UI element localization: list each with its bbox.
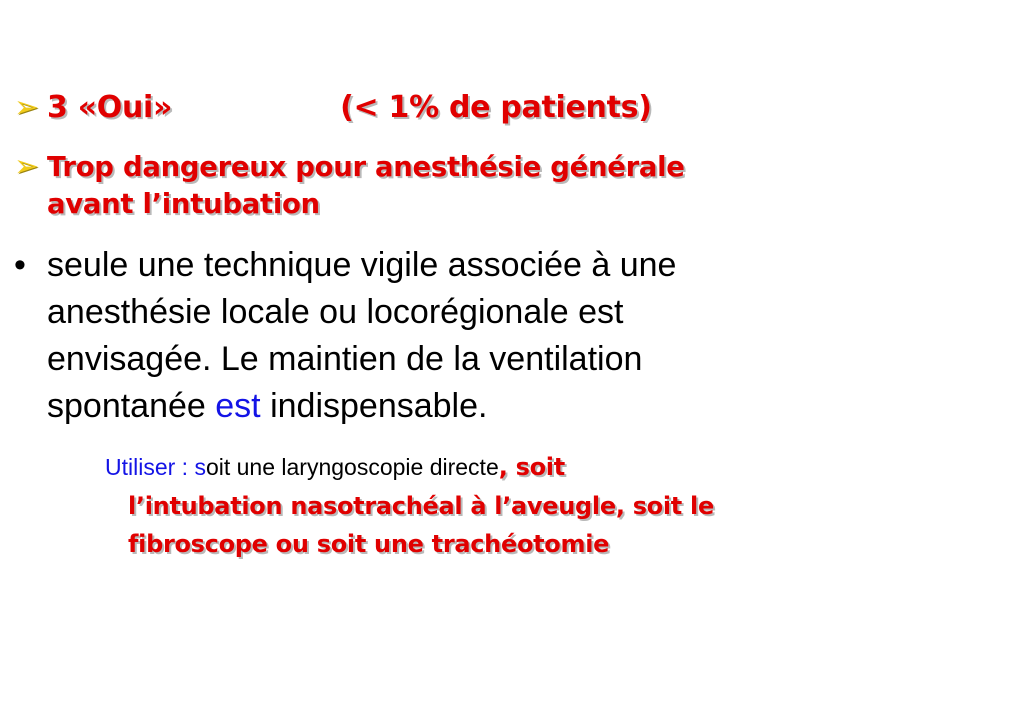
bullet-dot: • [14,246,26,284]
bullet-oui [47,90,652,126]
sub-red-3: fibroscope ou soit une trachéotomie [128,530,610,558]
bullet-dangerous-line-1: Trop dangereux pour anesthésie générale [47,151,685,183]
body-line-4-after: indispensable. [260,387,488,425]
arrow-bullet-icon: ➢ [14,90,40,125]
arrow-bullet-icon: ➢ [14,149,40,184]
body-line-1: seule une technique vigile associée à une [47,246,677,284]
sub-line-1 [105,448,714,487]
body-text [47,242,676,430]
sub-label: Utiliser : s [105,454,206,480]
bullet-dangerous-line-2: avant l’intubation [47,188,320,220]
bullet-oui-label: 3 «Oui» [47,90,173,125]
body-line-2: anesthésie locale ou locorégionale est [47,293,624,331]
bullet-dangerous [47,145,685,227]
sub-plain: oit une laryngoscopie directe [205,454,499,480]
body-line-4-before: spontanée [47,387,216,425]
body-line-4 [47,383,676,430]
bullet-oui-percentage: (< 1% de patients) [340,90,652,125]
sub-paragraph [105,448,714,563]
body-highlight: est [215,387,261,425]
sub-red-2: l’intubation nasotrachéal à l’aveugle, soit le [128,492,714,520]
body-line-3: envisagée. Le maintien de la ventilation [47,340,643,378]
sub-red-1: , soit [498,453,565,481]
